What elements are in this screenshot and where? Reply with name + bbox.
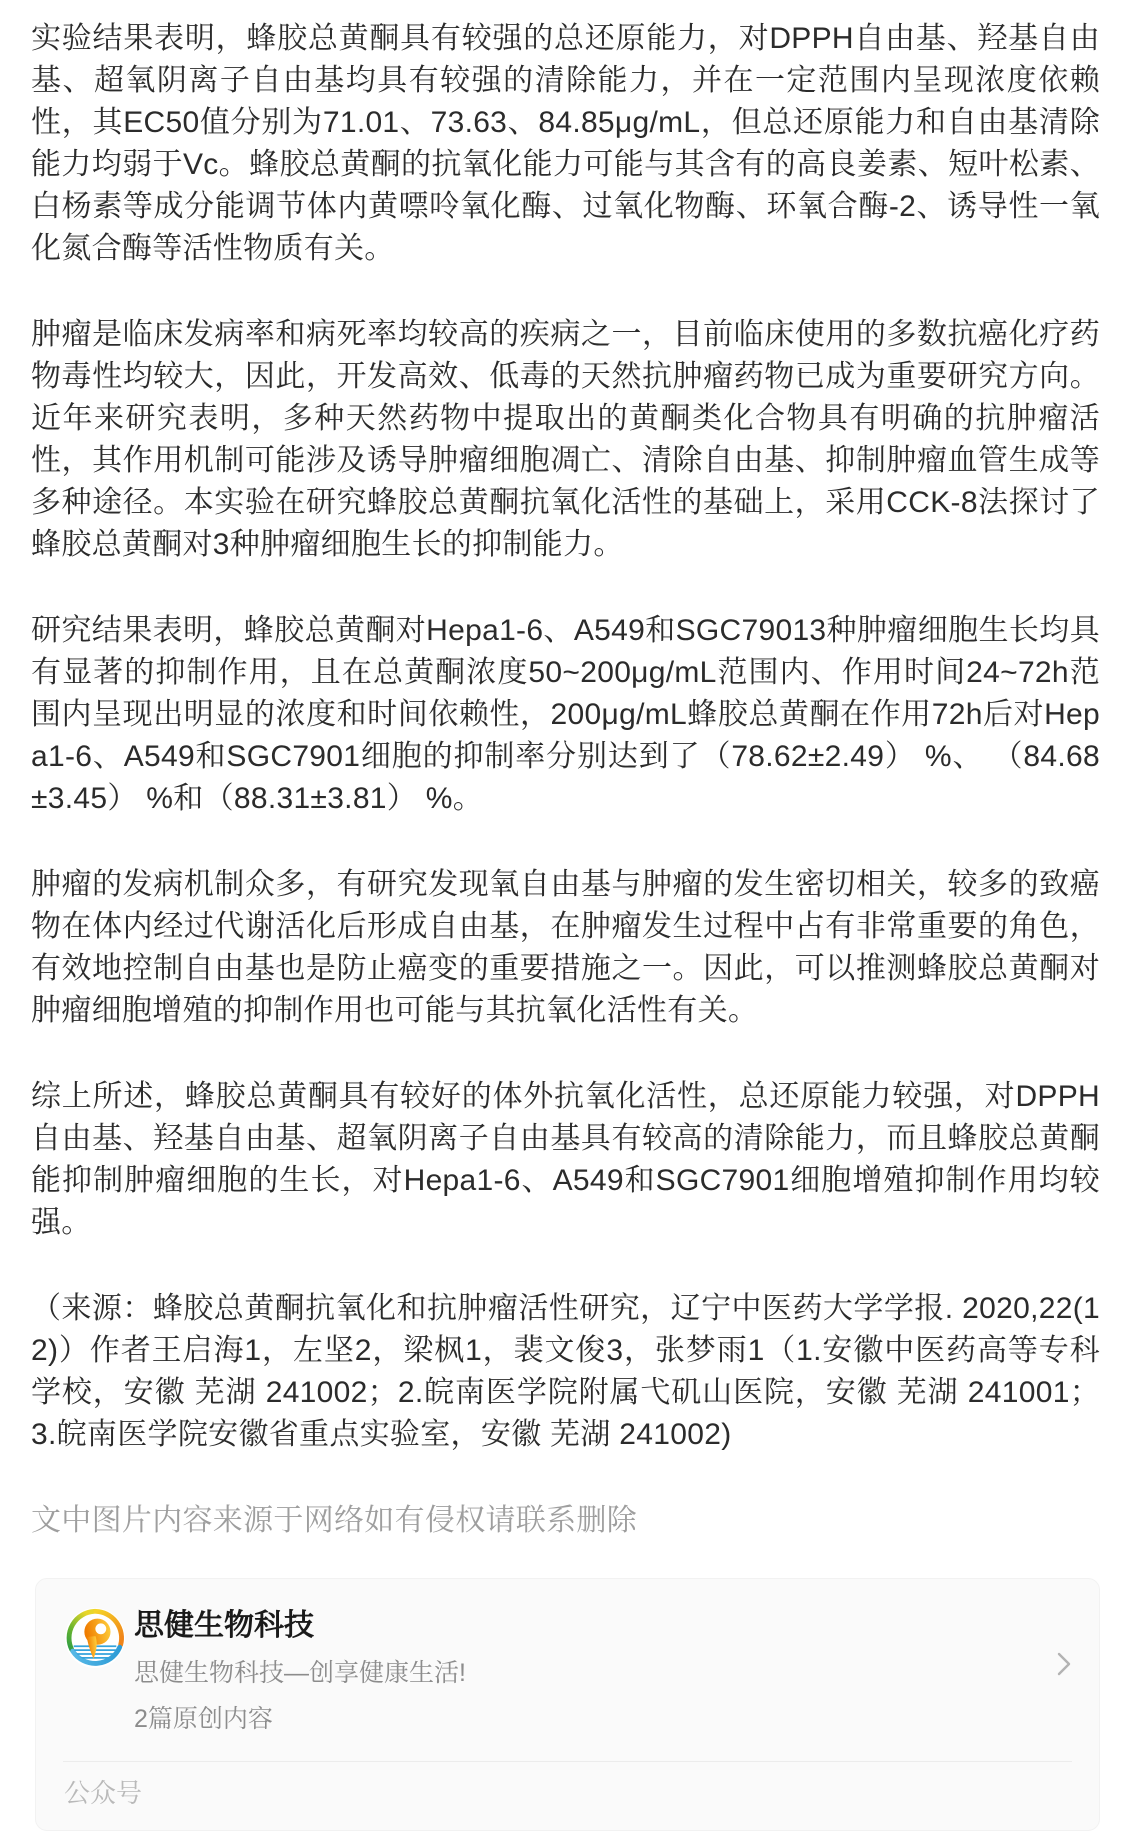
chevron-right-icon[interactable] <box>1055 1651 1073 1677</box>
article-paragraph: 实验结果表明，蜂胶总黄酮具有较强的总还原能力，对DPPH自由基、羟基自由基、超氧阴离子自由基均具有较强的清除能力，并在一定范围内呈现浓度依赖性，其EC50值分别为71.01、73.63、84.85μg/mL，但总还原能力和自由基清除能力均弱于Vc。蜂胶总黄酮的抗氧化能力可能与其含有的高良姜素、短叶松素、白杨素等成分能调节体内黄嘌呤氧化酶、过氧化物酶、环氧合酶-2、诱导性一氧化氮合酶等活性物质有关。 <box>31 22 1100 265</box>
account-card-main <box>36 1579 1099 1761</box>
article-paragraph: 肿瘤的发病机制众多，有研究发现氧自由基与肿瘤的发生密切相关，较多的致癌物在体内经过代谢活化后形成自由基，在肿瘤发生过程中占有非常重要的角色，有效地控制自由基也是防止癌变的重要措施之一。因此，可以推测蜂胶总黄酮对肿瘤细胞增殖的抑制作用也可能与其抗氧化活性有关。 <box>31 868 1100 1027</box>
account-name: 思健生物科技 <box>134 1609 314 1642</box>
account-description: 思健生物科技—创享健康生活! <box>134 1659 466 1687</box>
official-account-card[interactable] <box>35 1578 1100 1831</box>
image-source-disclaimer: 文中图片内容来源于网络如有侵权请联系删除 <box>31 1504 637 1537</box>
article-source-paragraph: （来源：蜂胶总黄酮抗氧化和抗肿瘤活性研究，辽宁中医药大学学报. 2020,22(12)）作者王启海1，左坚2，梁枫1，裴文俊3，张梦雨1（1.安徽中医药高等专科学校，安徽 芜湖 241002；2.皖南医学院附属弋矶山医院，安徽 芜湖 241001；3.皖南医学院安徽省重点实验室，安徽 芜湖 241002) <box>31 1292 1100 1451</box>
account-type-label: 公众号 <box>64 1778 143 1808</box>
article-paragraph: 研究结果表明，蜂胶总黄酮对Hepa1-6、A549和SGC79013种肿瘤细胞生长均具有显著的抑制作用，且在总黄酮浓度50~200μg/mL范围内、作用时间24~72h范围内呈现出明显的浓度和时间依赖性，200μg/mL蜂胶总黄酮在作用72h后对Hepa1-6、A549和SGC7901细胞的抑制率分别达到了（78.62±2.49） %、 （84.68±3.45） %和（88.31±3.81） %。 <box>31 614 1100 815</box>
account-info <box>134 1607 1071 1735</box>
account-original-count: 2篇原创内容 <box>134 1705 273 1733</box>
account-logo-icon <box>64 1607 126 1669</box>
article-paragraph: 综上所述，蜂胶总黄酮具有较好的体外抗氧化活性，总还原能力较强，对DPPH自由基、羟基自由基、超氧阴离子自由基具有较高的清除能力，而且蜂胶总黄酮能抑制肿瘤细胞的生长，对Hepa1-6、A549和SGC7901细胞增殖抑制作用均较强。 <box>31 1080 1100 1239</box>
article-paragraph: 肿瘤是临床发病率和病死率均较高的疾病之一，目前临床使用的多数抗癌化疗药物毒性均较大，因此，开发高效、低毒的天然抗肿瘤药物已成为重要研究方向。近年来研究表明，多种天然药物中提取出的黄酮类化合物具有明确的抗肿瘤活性，其作用机制可能涉及诱导肿瘤细胞凋亡、清除自由基、抑制肿瘤血管生成等多种途径。本实验在研究蜂胶总黄酮抗氧化活性的基础上，采用CCK-8法探讨了蜂胶总黄酮对3种肿瘤细胞生长的抑制能力。 <box>31 318 1100 561</box>
